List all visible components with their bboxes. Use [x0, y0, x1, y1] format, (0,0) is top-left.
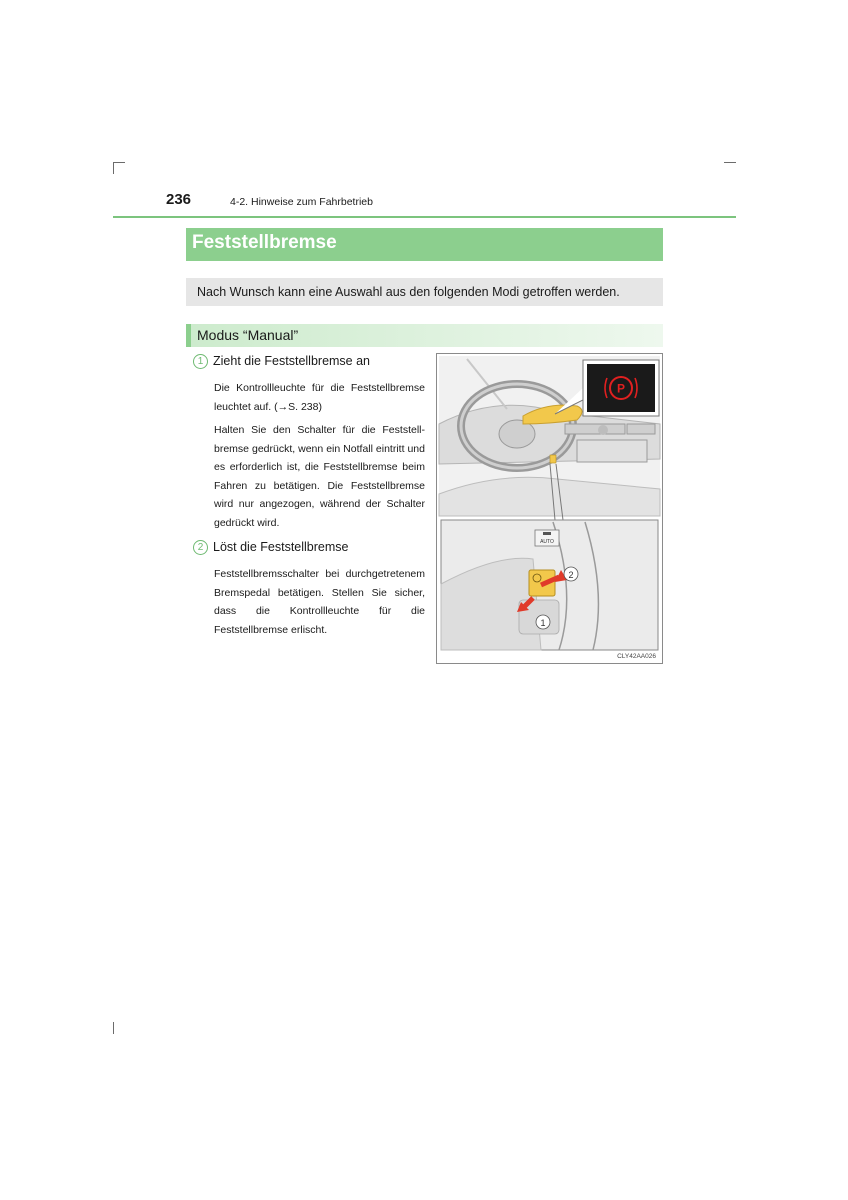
brake-indicator-icon: P	[616, 381, 626, 396]
page-title: Feststellbremse	[186, 228, 663, 261]
section-heading: Modus “Manual”	[186, 324, 663, 347]
callout-1-number: 1	[540, 618, 546, 628]
figure-code: CLY42AA026	[617, 653, 656, 660]
illustration-drawing	[437, 354, 662, 663]
auto-switch-label: AUTO	[540, 539, 554, 545]
callout-2-number: 2	[568, 570, 574, 580]
crop-mark-top-right-h	[724, 162, 736, 163]
step-1-paragraph-1: Die Kontrollleuchte für die Feststellbremse leuchtet auf. (→S. 238)	[214, 382, 425, 413]
step-1-heading	[193, 354, 370, 369]
chapter-title: 4-2. Hinweise zum Fahrbetrieb	[230, 196, 373, 208]
parking-brake-illustration	[436, 353, 663, 664]
step-number-badge: 2	[193, 540, 208, 555]
crop-mark-top-left-h	[113, 162, 125, 163]
step-2-heading	[193, 540, 348, 555]
page-number: 236	[166, 191, 192, 208]
step-1-paragraph-2: Halten Sie den Schalter für die Feststellbremse gedrückt, wenn ein Notfall eintritt und es erforderlich ist, die Feststellbremse beim Fahren zu betätigen. Die Feststellbremse wird nur angezogen, während der Schalter gedrückt wird.	[214, 424, 425, 529]
crop-mark-top-left-v	[113, 162, 114, 174]
crop-mark-bottom-left-v	[113, 1022, 114, 1034]
step-heading-text: Zieht die Feststellbremse an	[213, 354, 371, 368]
step-2-paragraph-1: Feststellbremsschalter bei durchgetretenem Bremspedal betätigen. Stellen Sie sicher, dass die Kontrollleuchte für die Feststellbremse erlischt.	[214, 568, 425, 636]
step-number-badge: 1	[193, 354, 208, 369]
step-heading-text: Löst die Feststellbremse	[213, 540, 349, 554]
intro-text: Nach Wunsch kann eine Auswahl aus den folgenden Modi getroffen werden.	[186, 278, 663, 306]
header-rule	[113, 216, 736, 218]
